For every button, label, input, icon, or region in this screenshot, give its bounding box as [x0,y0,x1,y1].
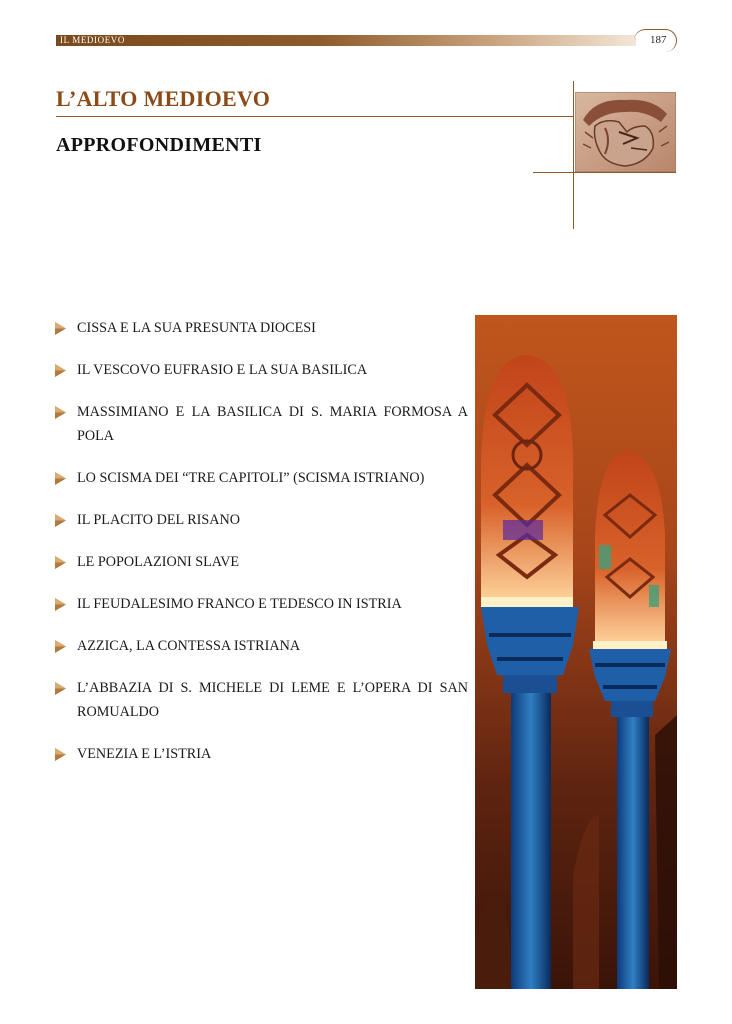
list-item [52,550,468,574]
carved-face-relief-icon [575,92,676,172]
topic-label: LE POPOLAZIONI SLAVE [77,554,240,570]
list-item [52,466,468,490]
topic-label: IL VESCOVO EUFRASIO E LA SUA BASILICA [77,362,368,378]
topic-label: IL FEUDALESIMO FRANCO E TEDESCO IN ISTRIA [77,596,402,612]
list-item [52,358,468,382]
topic-label: LO SCISMA DEI “TRE CAPITOLI” (SCISMA ISTRIANO) [77,470,425,486]
triangle-bullet-icon [55,556,66,569]
list-item [52,508,468,532]
topic-label: AZZICA, LA CONTESSA ISTRIANA [77,638,301,654]
emblem-horizontal-rule [533,172,676,173]
list-item [52,592,468,616]
list-item [52,676,468,724]
section-subtitle: APPROFONDIMENTI [56,134,262,156]
triangle-bullet-icon [55,514,66,527]
topic-list [52,316,468,784]
triangle-bullet-icon [55,406,66,419]
arch-columns-illustration [475,315,677,989]
list-item [52,634,468,658]
chapter-title: L’ALTO MEDIOEVO [56,86,271,111]
triangle-bullet-icon [55,682,66,695]
list-item [52,400,468,448]
triangle-bullet-icon [55,364,66,377]
triangle-bullet-icon [55,640,66,653]
topic-label: IL PLACITO DEL RISANO [77,512,241,528]
topic-label: L’ABBAZIA DI S. MICHELE DI LEME E L’OPERA DI SAN ROMUALDO [77,680,468,720]
topic-label: MASSIMIANO E LA BASILICA DI S. MARIA FORMOSA A POLA [77,404,468,444]
triangle-bullet-icon [55,748,66,761]
triangle-bullet-icon [55,322,66,335]
page-number: 187 [650,34,667,46]
topic-label: VENEZIA E L’ISTRIA [77,746,212,762]
arch-columns-photo [475,315,677,989]
title-divider [56,116,574,117]
header-band [56,35,636,46]
topic-label: CISSA E LA SUA PRESUNTA DIOCESI [77,320,316,336]
list-item [52,742,468,766]
list-item [52,316,468,340]
section-label: IL MEDIOEVO [60,35,126,45]
triangle-bullet-icon [55,472,66,485]
triangle-bullet-icon [55,598,66,611]
emblem-vertical-rule [573,81,574,229]
